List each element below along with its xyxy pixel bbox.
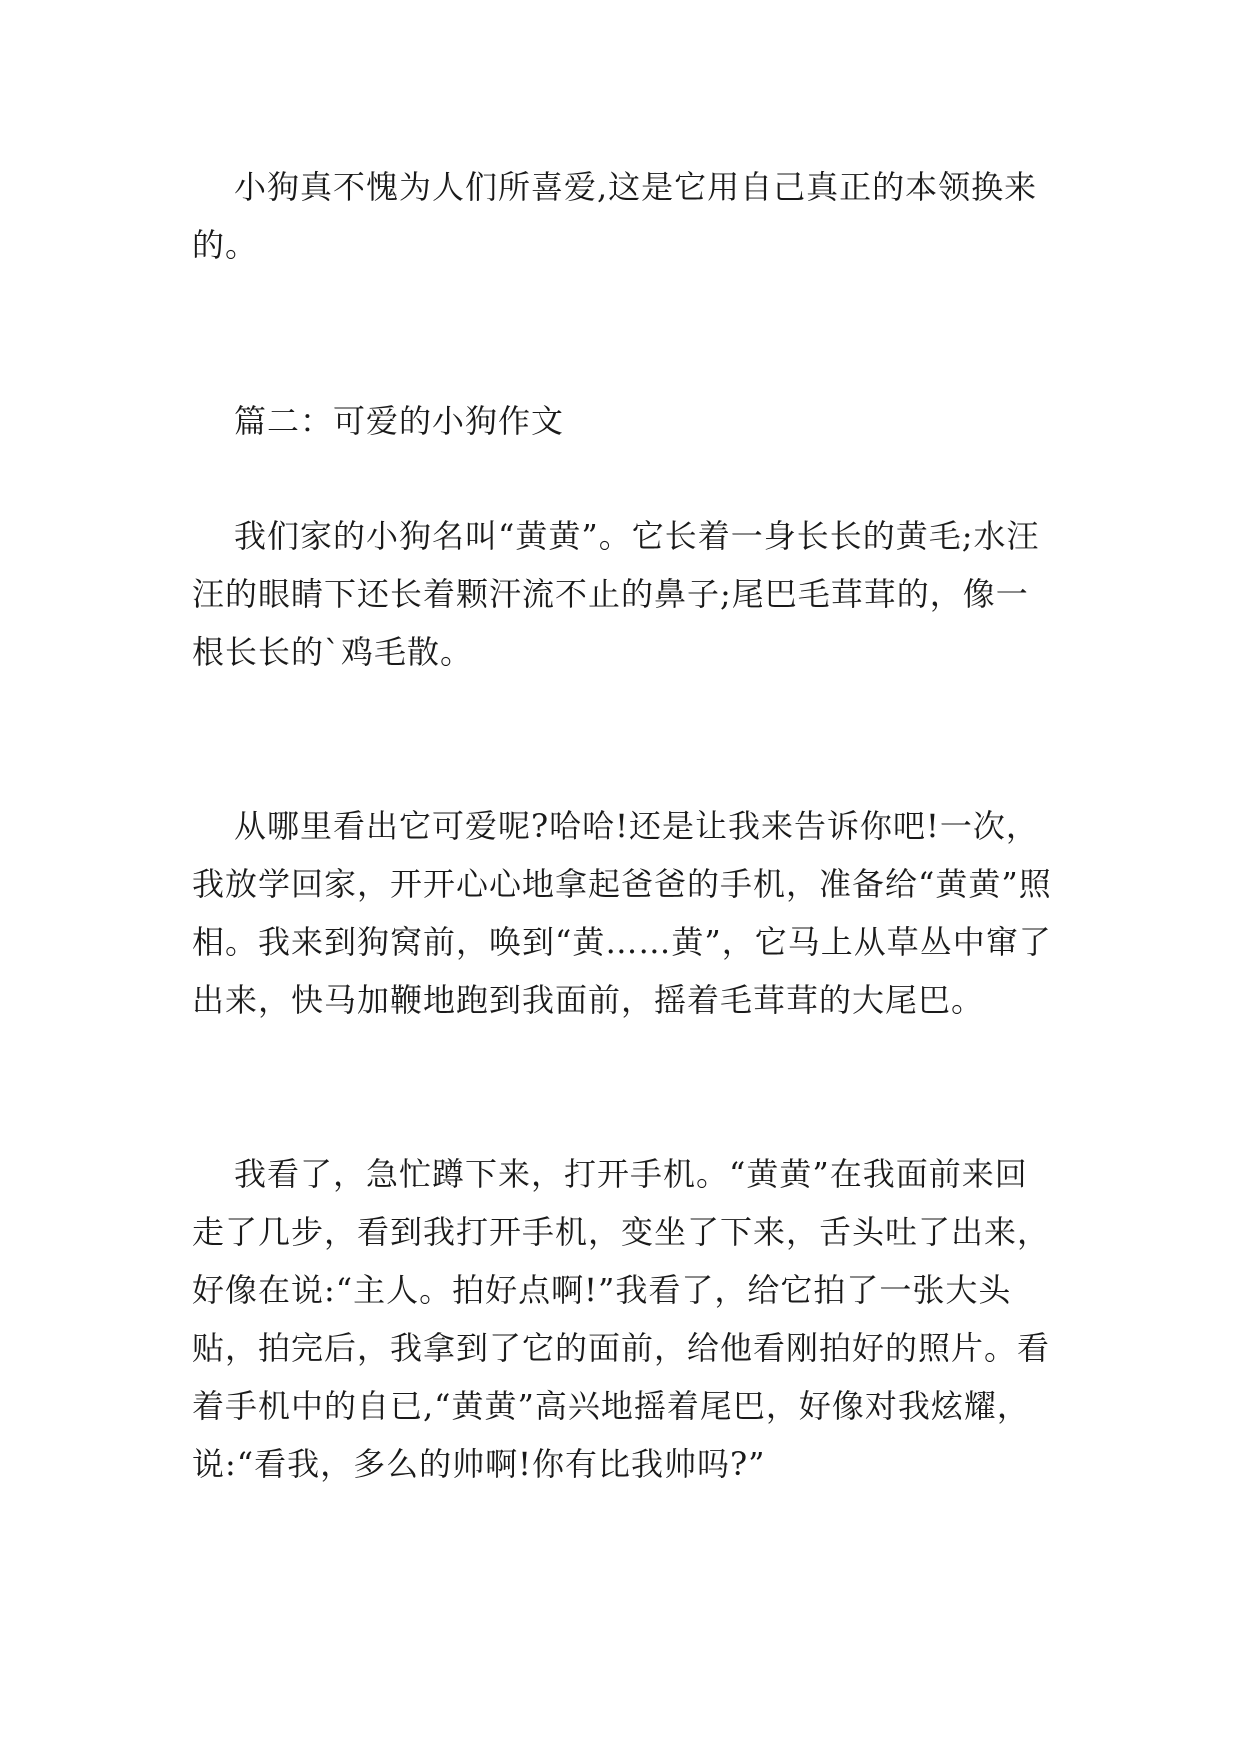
section-heading: 篇二：可爱的小狗作文: [234, 402, 565, 440]
paragraph-photo-story: 我看了，急忙蹲下来，打开手机。“黄黄”在我面前来回走了几步，看到我打开手机，变坐了下来，舌头吐了出来，好像在说:“主人。拍好点啊!”我看了，给它拍了一张大头贴，拍完后，我拿到了它的面前，给他看刚拍好的照片。看着手机中的自已,“黄黄”高兴地摇着尾巴，好像对我炫耀，说:“看我，多么的帅啊!你有比我帅吗?”: [192, 1155, 1051, 1483]
paragraph-dog-description: 我们家的小狗名叫“黄黄”。它长着一身长长的黄毛;水汪汪的眼睛下还长着颗汗流不止的鼻子;尾巴毛茸茸的，像一根长长的`鸡毛散。: [192, 517, 1040, 671]
paragraph-why-cute: 从哪里看出它可爱呢?哈哈!还是让我来告诉你吧!一次，我放学回家，开开心心地拿起爸爸的手机，准备给“黄黄”照相。我来到狗窝前，唤到“黄……黄”，它马上从草丛中窜了出来，快马加鞭地跑到我面前，摇着毛茸茸的大尾巴。: [192, 807, 1052, 1019]
paragraph-closing-remark: 小狗真不愧为人们所喜爱,这是它用自己真正的本领换来的。: [192, 168, 1038, 264]
